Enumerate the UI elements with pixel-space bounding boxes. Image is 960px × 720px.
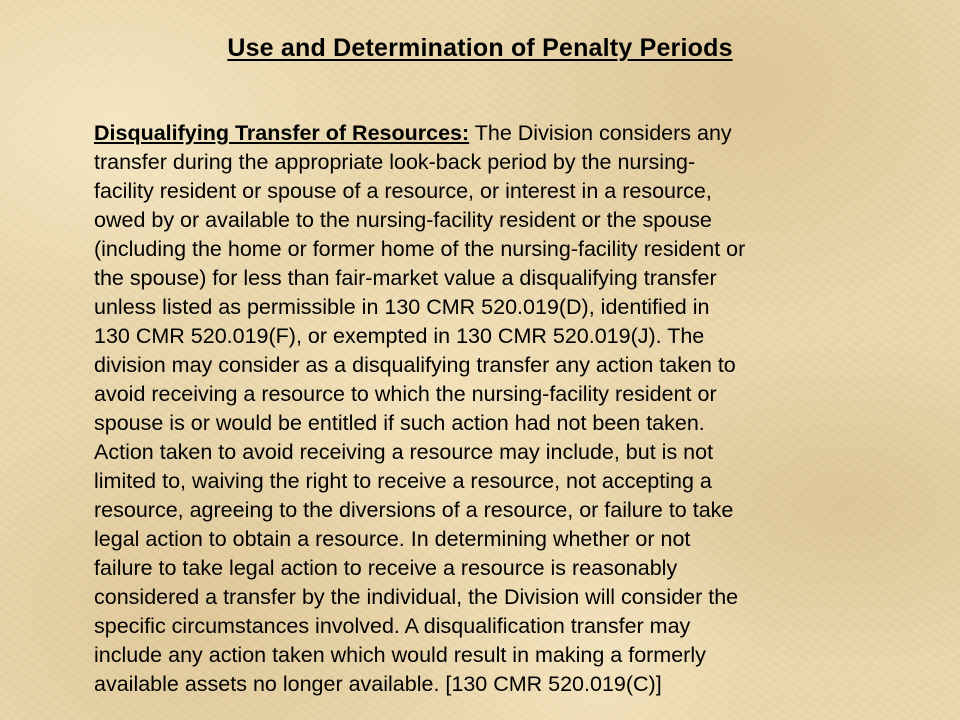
body-line: considered a transfer by the individual, the Division will consider the bbox=[94, 585, 739, 609]
body-line: spouse is or would be entitled if such action had not been taken. bbox=[94, 411, 705, 435]
body-line: the spouse) for less than fair-market value a disqualifying transfer bbox=[94, 266, 717, 290]
body-line: available assets no longer available. [130 CMR 520.019(C)] bbox=[94, 672, 662, 696]
slide-title: Use and Determination of Penalty Periods bbox=[227, 34, 733, 62]
body-line: failure to take legal action to receive a resource is reasonably bbox=[94, 556, 678, 580]
body-line: include any action taken which would result in making a formerly bbox=[94, 643, 706, 667]
body-line: specific circumstances involved. A disqualification transfer may bbox=[94, 614, 691, 638]
defined-term: Disqualifying Transfer of Resources: bbox=[94, 121, 470, 145]
body-line: Action taken to avoid receiving a resource may include, but is not bbox=[94, 440, 714, 464]
body-line: resource, agreeing to the diversions of a resource, or failure to take bbox=[94, 498, 734, 522]
body-line: facility resident or spouse of a resource, or interest in a resource, bbox=[94, 179, 712, 203]
body-line: (including the home or former home of the nursing-facility resident or bbox=[94, 237, 746, 261]
body-line: avoid receiving a resource to which the nursing-facility resident or bbox=[94, 382, 717, 406]
body-line-1-rest: The Division considers any bbox=[469, 121, 732, 145]
body-line: transfer during the appropriate look-back period by the nursing- bbox=[94, 150, 696, 174]
body-line: 130 CMR 520.019(F), or exempted in 130 CMR 520.019(J). The bbox=[94, 324, 705, 348]
body-paragraph bbox=[94, 119, 906, 699]
body-line-1 bbox=[94, 119, 906, 148]
body-line: owed by or available to the nursing-facility resident or the spouse bbox=[94, 208, 712, 232]
body-line: limited to, waiving the right to receive a resource, not accepting a bbox=[94, 469, 712, 493]
body-line: legal action to obtain a resource. In determining whether or not bbox=[94, 527, 691, 551]
body-line: unless listed as permissible in 130 CMR 520.019(D), identified in bbox=[94, 295, 710, 319]
body-line: division may consider as a disqualifying transfer any action taken to bbox=[94, 353, 736, 377]
